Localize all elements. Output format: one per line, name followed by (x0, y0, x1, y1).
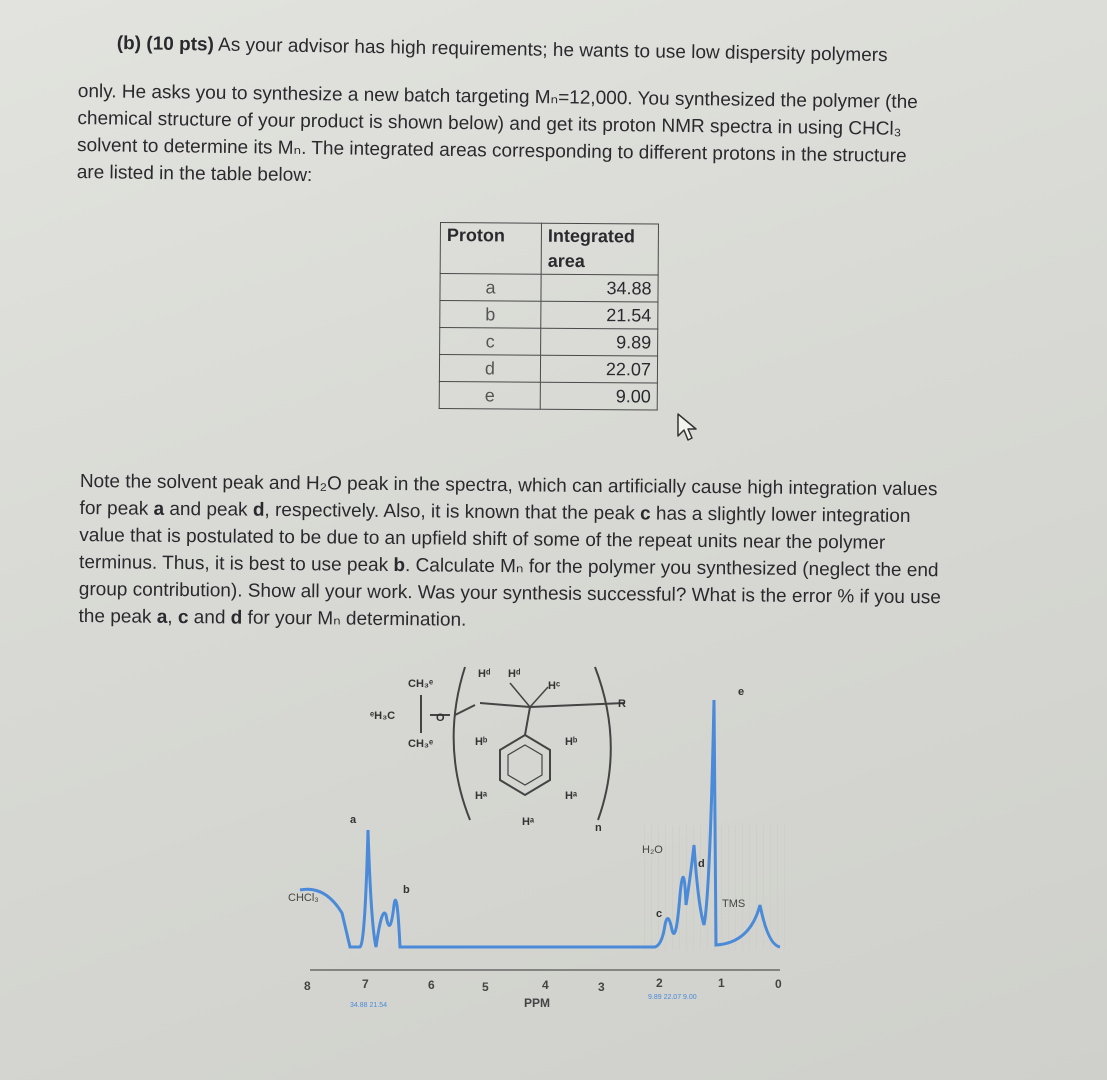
table-header-row (440, 223, 658, 276)
benzene-inner-ring (508, 745, 542, 785)
area-cell: 34.88 (541, 274, 658, 302)
area-cell: 9.89 (541, 328, 658, 356)
table-row (440, 274, 658, 303)
chcl3-peak-label: CHCl₃ (288, 892, 319, 904)
nmr-spectrum-figure (280, 655, 800, 1025)
axis-tick-label: 6 (428, 978, 435, 992)
ch3-bottom-label: CH₃ᵉ (408, 738, 434, 750)
table-row (440, 301, 658, 330)
note-line: the peak a, c and d for your Mₙ determination. (78, 605, 467, 631)
proton-cell: b (440, 301, 541, 329)
peak-e-label: e (738, 686, 745, 698)
right-bracket (595, 667, 611, 820)
axis-tick-label: 8 (304, 979, 311, 993)
axis-tick-label: 5 (482, 980, 489, 994)
hd-left-label: Hᵈ (478, 668, 491, 680)
peak-a-label: a (350, 814, 357, 826)
problem-points: (10 pts) (146, 33, 215, 56)
tms-peak-label: TMS (722, 898, 746, 910)
note-line: for peak a and peak d, respectively. Also, it is known that the peak c has a slightly lower integration (79, 497, 911, 527)
problem-intro (77, 78, 918, 197)
hb-right-label: Hᵇ (565, 736, 578, 748)
area-cell: 22.07 (540, 355, 657, 383)
r-group-label: R (618, 698, 626, 710)
hd-right-label: Hᵈ (508, 668, 521, 680)
ch3-left-label: ᵉH₃C (370, 710, 396, 722)
note-paragraph (78, 468, 942, 638)
polymer-structure (421, 667, 625, 820)
axis-x-label: PPM (524, 996, 551, 1010)
intro-line: solvent to determine its Mₙ. The integrated areas corresponding to different protons in the structure (76, 134, 907, 167)
table-row (440, 328, 658, 357)
axis-tick-label: 0 (775, 977, 782, 991)
table-row (439, 381, 657, 410)
axis-tick-label: 1 (718, 976, 725, 990)
mouse-pointer-icon (676, 412, 700, 442)
peak-c-label: c (656, 908, 663, 920)
hc-label: Hᶜ (548, 680, 561, 692)
area-cell: 9.00 (540, 382, 657, 410)
h2o-peak-label: H₂O (642, 844, 663, 856)
left-bracket (454, 667, 470, 820)
peak-d-label: d (698, 858, 705, 870)
backbone-bond (480, 703, 530, 707)
o-bond (455, 705, 475, 715)
note-line: value that is postulated to be due to an upfield shift of some of the repeat units near the polymer (79, 524, 886, 554)
proton-cell: a (440, 274, 541, 302)
problem-heading (117, 30, 888, 69)
ch3-top-label: CH₃ᵉ (408, 678, 434, 690)
ha-left-label: Hᵃ (475, 790, 488, 802)
axis-tick-label: 2 (656, 976, 663, 990)
proton-cell: d (439, 355, 540, 383)
integration-table (439, 222, 659, 411)
intro-line: are listed in the table below: (76, 161, 313, 187)
backbone-bond (530, 703, 625, 707)
intro-line: chemical structure of your product is shown below) and get its proton NMR spectra in using CHCl₃ (77, 107, 902, 140)
proton-cell: e (439, 381, 540, 409)
ha-bottom-label: Hᵃ (522, 816, 535, 828)
note-line: Note the solvent peak and H₂O peak in the spectra, which can artificially cause high integration values (79, 470, 938, 501)
axis-tick-label: 4 (542, 978, 549, 992)
note-line: group contribution). Show all your work. Was your synthesis successful? What is the error % if you use (78, 578, 941, 609)
table-row (439, 355, 657, 384)
problem-intro-first-line: As your advisor has high requirements; he wants to use low dispersity polymers (217, 34, 888, 67)
ha-right-label: Hᵃ (565, 790, 578, 802)
integration-values-right: 9.89 22.07 9.00 (648, 994, 697, 1001)
oxygen-label: O (436, 712, 445, 724)
peak-b-label: b (403, 884, 410, 896)
axis-tick-label: 7 (362, 977, 369, 991)
note-line: terminus. Thus, it is best to use peak b. Calculate Mₙ for the polymer you synthesized (neglect the end (78, 551, 939, 582)
n-subscript-label: n (595, 822, 602, 834)
integration-values-left: 34.88 21.54 (350, 1002, 387, 1009)
intro-line: only. He asks you to synthesize a new batch targeting Mₙ=12,000. You synthesized the polymer (the (77, 80, 918, 113)
area-cell: 21.54 (541, 301, 658, 329)
ring-bond (525, 707, 530, 735)
axis-tick-label: 3 (598, 980, 605, 994)
header-integrated-area: Integrated area (541, 223, 658, 275)
header-proton: Proton (440, 223, 541, 275)
proton-cell: c (440, 328, 541, 356)
problem-label: (b) (116, 32, 142, 55)
hb-left-label: Hᵇ (475, 736, 488, 748)
